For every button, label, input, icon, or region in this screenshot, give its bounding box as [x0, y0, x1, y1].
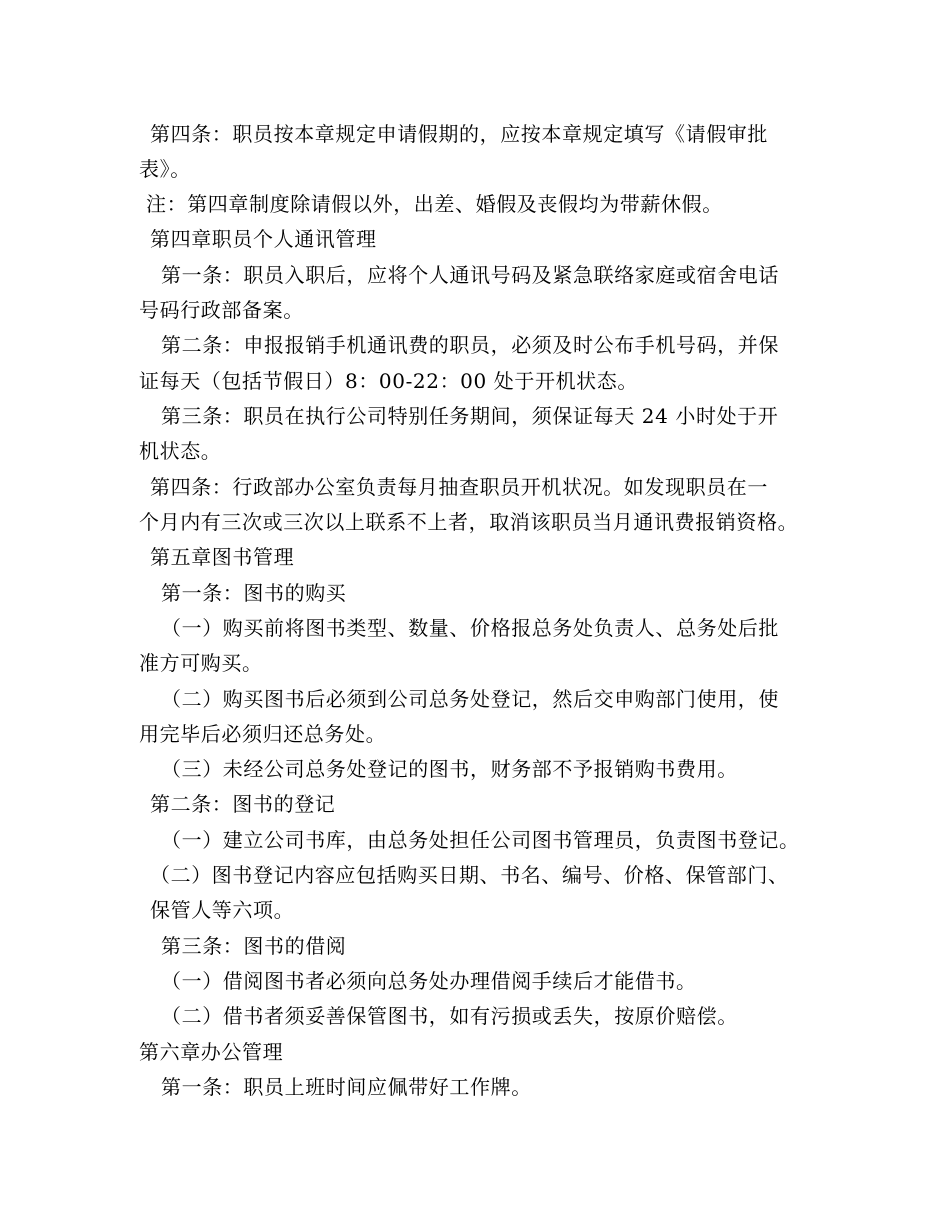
text-line: 第四条：职员按本章规定申请假期的，应按本章规定填写《请假审批	[150, 122, 768, 146]
text-line: 机状态。	[139, 439, 222, 463]
text-line: 号码行政部备案。	[139, 298, 304, 322]
section-heading: 第四章职员个人通讯管理	[150, 227, 377, 251]
text-line: （一）借阅图书者必须向总务处办理借阅手续后才能借书。	[161, 969, 697, 993]
text-line: 个月内有三次或三次以上联系不上者，取消该职员当月通讯费报销资格。	[139, 510, 799, 534]
section-heading: 第五章图书管理	[150, 545, 295, 569]
text-line: 第二条：图书的登记	[150, 792, 336, 816]
text-line: （一）购买前将图书类型、数量、价格报总务处负责人、总务处后批	[161, 616, 779, 640]
text-line: （一）建立公司书库，由总务处担任公司图书管理员，负责图书登记。	[161, 828, 800, 852]
text-line: 表》。	[139, 157, 191, 181]
text-line: 第一条：职员入职后，应将个人通讯号码及紧急联络家庭或宿舍电话	[161, 263, 779, 287]
text-line: （三）未经公司总务处登记的图书，财务部不予报销购书费用。	[161, 757, 738, 781]
section-heading: 第六章办公管理	[139, 1040, 284, 1064]
text-line: 证每天（包括节假日）8：00-22：00 处于开机状态。	[139, 369, 638, 393]
text-line: （二）购买图书后必须到公司总务处登记，然后交申购部门使用，使	[161, 687, 779, 711]
text-line: 第四条：行政部办公室负责每月抽查职员开机状况。如发现职员在一	[150, 475, 768, 499]
text-line: 第三条：图书的借阅	[161, 934, 347, 958]
text-line: 第二条：申报报销手机通讯费的职员，必须及时公布手机号码，并保	[161, 333, 779, 357]
text-line: 第一条：职员上班时间应佩带好工作牌。	[161, 1075, 532, 1099]
text-line: （二）借书者须妥善保管图书，如有污损或丢失，按原价赔偿。	[161, 1004, 738, 1028]
text-line: （二）图书登记内容应包括购买日期、书名、编号、价格、保管部门、	[150, 863, 789, 887]
text-line: 保管人等六项。	[150, 898, 295, 922]
text-line: 第三条：职员在执行公司特别任务期间，须保证每天 24 小时处于开	[161, 404, 779, 428]
text-line: 用完毕后必须归还总务处。	[139, 722, 387, 746]
text-line: 注：第四章制度除请假以外，出差、婚假及丧假均为带薪休假。	[146, 192, 723, 216]
text-line: 准方可购买。	[139, 651, 263, 675]
text-line: 第一条：图书的购买	[161, 581, 347, 605]
